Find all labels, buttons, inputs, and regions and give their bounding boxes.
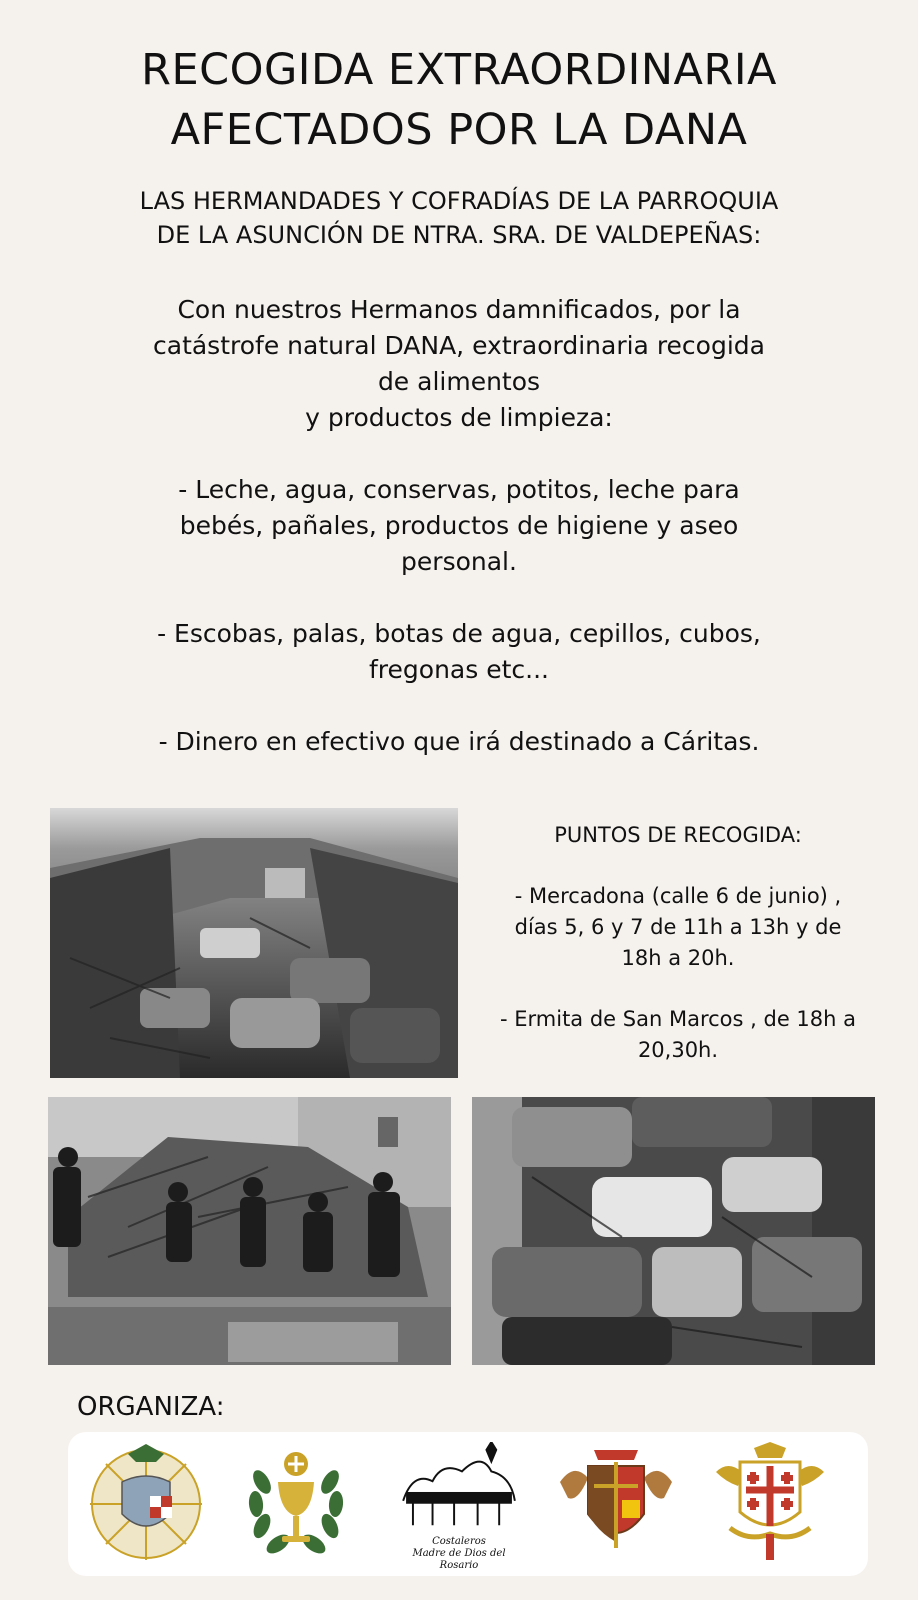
- logo3-text-line-1: Costaleros: [432, 1536, 486, 1547]
- point-mercadona-line: - Mercadona (calle 6 de junio) ,: [514, 884, 842, 908]
- flood-debris-photo-1: [50, 808, 458, 1078]
- item-cleaning-line: fregonas etc...: [369, 655, 549, 684]
- point-ermita-line: 20,30h.: [637, 1038, 719, 1062]
- poster-title: [0, 40, 918, 160]
- organizer-logos-panel: [68, 1432, 868, 1576]
- intro-line: catástrofe natural DANA, extraordinaria recogida: [153, 331, 765, 360]
- intro-line: de alimentos: [377, 367, 541, 396]
- intro-line: Con nuestros Hermanos damnificados, por la: [177, 295, 741, 324]
- item-cash: - Dinero en efectivo que irá destinado a Cáritas.: [158, 727, 760, 756]
- brotherhood-crest-logo-1: [84, 1442, 208, 1566]
- intro-line: y productos de limpieza:: [305, 403, 613, 432]
- point-mercadona-line: 18h a 20h.: [621, 946, 735, 970]
- item-food-line: personal.: [401, 547, 517, 576]
- subtitle-line-2: DE LA ASUNCIÓN DE NTRA. SRA. DE VALDEPEÑAS:: [156, 221, 762, 249]
- poster-subtitle: [0, 184, 918, 252]
- point-ermita-line: - Ermita de San Marcos , de 18h a: [500, 1007, 856, 1031]
- chalice-wreath-logo: [234, 1442, 358, 1566]
- costaleros-logo: [392, 1442, 526, 1571]
- item-food-line: - Leche, agua, conservas, potitos, leche para: [178, 475, 740, 504]
- appeal-text: [90, 292, 828, 760]
- flood-cleanup-photo: [48, 1097, 451, 1365]
- piled-cars-photo: [472, 1097, 875, 1365]
- collection-points: [468, 820, 888, 1066]
- title-line-1: RECOGIDA EXTRAORDINARIA: [141, 45, 777, 95]
- collection-points-heading: PUNTOS DE RECOGIDA:: [554, 823, 802, 847]
- item-food-line: bebés, pañales, productos de higiene y aseo: [179, 511, 739, 540]
- logo3-text-line-2: Madre de Dios del Rosario: [412, 1548, 506, 1571]
- item-cleaning-line: - Escobas, palas, botas de agua, cepillos, cubos,: [157, 619, 761, 648]
- point-mercadona-line: días 5, 6 y 7 de 11h a 13h y de: [514, 915, 842, 939]
- title-line-2: AFECTADOS POR LA DANA: [170, 105, 748, 155]
- subtitle-line-1: LAS HERMANDADES Y COFRADÍAS DE LA PARROQUIA: [139, 187, 779, 215]
- jerusalem-cross-logo: [708, 1442, 832, 1566]
- organizers-label: ORGANIZA:: [77, 1392, 225, 1422]
- angels-shield-logo: [554, 1442, 678, 1566]
